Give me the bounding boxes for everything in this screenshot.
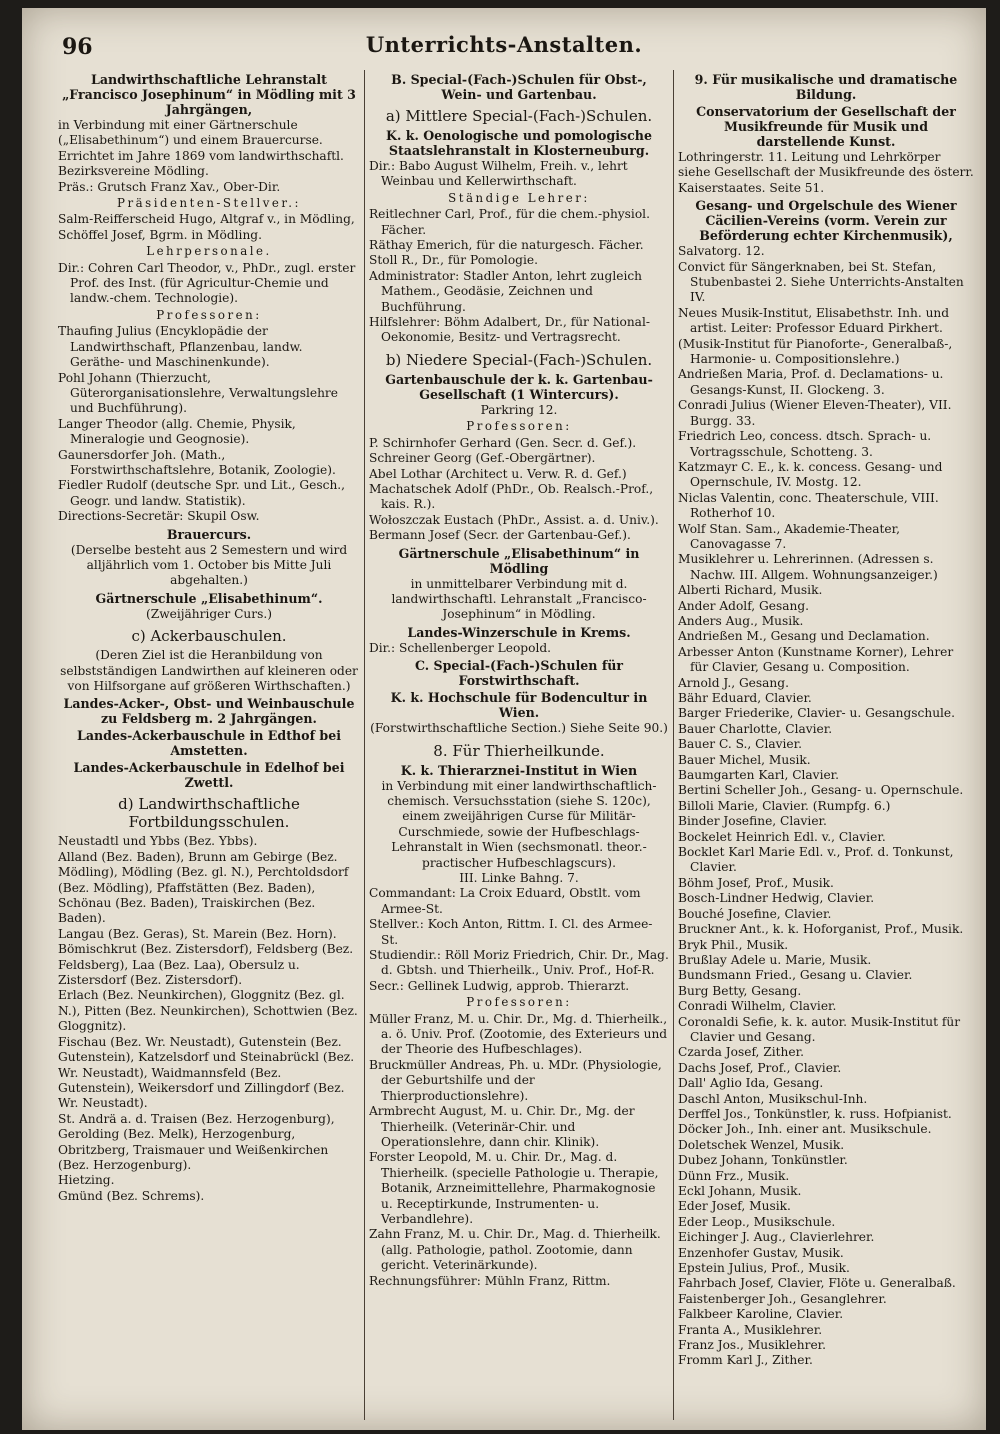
entry: Langer Theodor (allg. Chemie, Physik, Mineralogie und Geognosie). xyxy=(58,416,296,447)
entry: Bouché Josefine, Clavier. xyxy=(678,906,832,921)
entry: Epstein Julius, Prof., Musik. xyxy=(678,1261,850,1276)
paragraph: Erlach (Bez. Neunkirchen), Gloggnitz (Bez. gl. N.), Pitten (Bez. Neunkirchen), Schottwien (Bez. Gloggnitz). xyxy=(58,988,358,1034)
spaced-subheading: Professoren: xyxy=(466,995,572,1010)
section-heading: Gärtnerschule „Elisabethinum“ in Mödling xyxy=(398,545,640,576)
entry: Administrator: Stadler Anton, lehrt zugleich Mathem., Geodäsie, Zeichnen und Buchführung. xyxy=(369,268,643,314)
entry: Stellver.: Koch Anton, Rittm. I. Cl. des Armee-St. xyxy=(369,917,653,947)
entry: Bosch-Lindner Hedwig, Clavier. xyxy=(678,891,875,906)
entry: Baumgarten Karl, Clavier. xyxy=(678,768,840,783)
paragraph: Langau (Bez. Geras), St. Marein (Bez. Horn). xyxy=(58,926,337,941)
entry: Musiklehrer u. Lehrerinnen. (Adressen s. Nachw. III. Allgem. Wohnungsanzeiger.) xyxy=(678,552,938,582)
section-heading: Landes-Winzerschule in Krems. xyxy=(407,624,631,640)
centered-note: (Forstwirthschaftliche Section.) Siehe Seite 90.) xyxy=(370,721,668,736)
entry: Conradi Julius (Wiener Eleven-Theater), VII. Burgg. 33. xyxy=(678,398,952,428)
entry: Dubez Johann, Tonkünstler. xyxy=(678,1153,848,1168)
entry: Zahn Franz, M. u. Chir. Dr., Mag. d. Thierheilk. (allg. Pathologie, pathol. Zootomie, dann gericht. Veterinärkunde). xyxy=(369,1227,661,1273)
section-heading: C. Special-(Fach-)Schulen für Forstwirthschaft. xyxy=(414,658,624,689)
entry: Eder Leop., Musikschule. xyxy=(678,1214,836,1229)
section-heading: 9. Für musikalische und dramatische Bildung. xyxy=(694,72,958,102)
page-title: Unterrichts-Anstalten. xyxy=(365,32,643,57)
section-heading: Landes-Acker-, Obst- und Weinbauschule zu Feldsberg m. 2 Jahrgängen. xyxy=(63,696,355,727)
entry: Alberti Richard, Musik. xyxy=(678,583,823,598)
entry: Daschl Anton, Musikschul-Inh. xyxy=(678,1091,868,1106)
section-heading: K. k. Thierarznei-Institut in Wien xyxy=(400,762,638,778)
entry: Bruckner Ant., k. k. Hoforganist, Prof., Musik. xyxy=(678,922,964,937)
entry: Reitlechner Carl, Prof., für die chem.-physiol. Fächer. xyxy=(369,207,650,237)
entry: Doletschek Wenzel, Musik. xyxy=(678,1137,845,1152)
entry: Bermann Josef (Secr. der Gartenbau-Gef.). xyxy=(369,528,631,543)
section-heading: K. k. Hochschule für Bodencultur in Wien. xyxy=(390,690,648,721)
paragraph: in Verbindung mit einer Gärtnerschule („Elisabethinum“) und einem Brauercurse. Errichtet im Jahre 1869 vom landwirthschaftl. Bezirksvereine Mödling. xyxy=(58,118,344,179)
paragraph: Präs.: Grutsch Franz Xav., Ober-Dir. xyxy=(58,179,281,194)
column-divider xyxy=(673,70,674,1420)
subsection-heading: b) Niedere Special-(Fach-)Schulen. xyxy=(385,350,653,369)
entry: Katzmayr C. E., k. k. concess. Gesang- und Opernschule, IV. Mostg. 12. xyxy=(678,459,943,490)
entry: Bauer Charlotte, Clavier. xyxy=(678,721,833,736)
subsection-heading: c) Ackerbauschulen. xyxy=(131,627,287,646)
entry: Andrießen M., Gesang und Declamation. xyxy=(678,629,930,644)
entry: Arbesser Anton (Kunstname Korner), Lehrer für Clavier, Gesang u. Composition. xyxy=(678,644,954,675)
entry: Billoli Marie, Clavier. (Rumpfg. 6.) xyxy=(678,798,891,813)
entry: Forster Leopold, M. u. Chir. Dr., Mag. d. Thierheilk. (specielle Pathologie u. Therapie, Botanik, Arzneimittellehre, Pharmakognosie u. Receptirkunde, Instrumenten- u. Verbandlehre). xyxy=(369,1150,659,1226)
entry: (Musik-Institut für Pianoforte-, Generalbaß-, Harmonie- u. Compositionslehre.) xyxy=(678,336,953,367)
section-heading: K. k. Oenologische und pomologische Staatslehranstalt in Klosterneuburg. xyxy=(386,128,652,158)
centered-note: in Verbindung mit einer landwirthschaftlich-chemisch. Versuchsstation (siehe S. 120c), einem zweijährigen Curse für Militär-Curschmiede, sowie der Hufbeschlags-Lehranstalt in Wien (sechsmonatl. theor.-practischer Hufbeschlagscurs). xyxy=(381,778,657,870)
entry: Dir.: Cohren Carl Theodor, v., PhDr., zugl. erster Prof. des Inst. (für Agricultur-Chemie und landw.-chem. Technologie). xyxy=(58,260,356,306)
spaced-subheading: Lehrpersonale. xyxy=(146,244,272,259)
entry: Abel Lothar (Architect u. Verw. R. d. Gef.) xyxy=(369,466,627,481)
paragraph: Lothringerstr. 11. Leitung und Lehrkörper siehe Gesellschaft der Musikfreunde des österr. Kaiserstaates. Seite 51. xyxy=(678,150,974,195)
centered-note: (Deren Ziel ist die Heranbildung von selbstständigen Landwirthen auf kleineren oder von Hilfsorgane auf größeren Wirthschaften.) xyxy=(60,648,358,693)
entry: Ander Adolf, Gesang. xyxy=(678,598,810,613)
paragraph: Hietzing. xyxy=(58,1173,115,1188)
entry: Franta A., Musiklehrer. xyxy=(678,1322,823,1337)
entry: Czarda Josef, Zither. xyxy=(678,1045,804,1060)
entry: Dir.: Babo August Wilhelm, Freih. v., lehrt Weinbau und Kellerwirthschaft. xyxy=(369,159,628,189)
entry: Franz Jos., Musiklehrer. xyxy=(678,1338,827,1353)
entry: Bähr Eduard, Clavier. xyxy=(678,691,812,705)
entry: Dünn Frz., Musik. xyxy=(678,1168,790,1183)
entry: Bockelet Heinrich Edl. v., Clavier. xyxy=(678,829,886,844)
section-heading: Brauercurs. xyxy=(166,526,252,542)
subsection-heading: a) Mittlere Special-(Fach-)Schulen. xyxy=(385,107,653,125)
spaced-subheading: Professoren: xyxy=(156,307,262,322)
section-heading: Gesang- und Orgelschule des Wiener Cäcilien-Vereins (vorm. Verein zur Beförderung echter Kirchenmusik), xyxy=(695,198,957,244)
paragraph: Directions-Secretär: Skupil Osw. xyxy=(58,509,260,524)
entry: Böhm Josef, Prof., Musik. xyxy=(678,875,834,890)
entry: Bertini Scheller Joh., Gesang- u. Opernschule. xyxy=(678,783,964,798)
entry: Eichinger J. Aug., Clavierlehrer. xyxy=(678,1230,875,1245)
entry: Niclas Valentin, conc. Theaterschule, VIII. Rotherhof 10. xyxy=(678,490,939,521)
paragraph: Dir.: Schellenberger Leopold. xyxy=(369,640,552,655)
entry: Schöffel Josef, Bgrm. in Mödling. xyxy=(58,227,262,242)
entry: Salm-Reifferscheid Hugo, Altgraf v., in Mödling, xyxy=(58,212,355,227)
paragraph: Alland (Bez. Baden), Brunn am Gebirge (Bez. Mödling), Mödling (Bez. gl. N.), Perchtoldsdorf (Bez. Mödling), Pfaffstätten (Bez. Baden), Schönau (Bez. Baden), Traiskirchen (Bez. Baden). xyxy=(58,849,349,926)
entry: Eder Josef, Musik. xyxy=(678,1199,791,1214)
column-left xyxy=(58,70,360,1422)
paragraph: Neustadtl und Ybbs (Bez. Ybbs). xyxy=(58,834,258,849)
entry: Andrießen Maria, Prof. d. Declamations- u. Gesangs-Kunst, II. Glockeng. 3. xyxy=(678,367,944,397)
entry: Secr.: Gellinek Ludwig, approb. Thierarzt. xyxy=(369,978,630,993)
entry: Bundsmann Fried., Gesang u. Clavier. xyxy=(678,968,913,983)
entry: Neues Musik-Institut, Elisabethstr. Inh. und artist. Leiter: Professor Eduard Pirkhert. xyxy=(678,305,950,336)
entry: Friedrich Leo, concess. dtsch. Sprach- u. Vortragsschule, Schotteng. 3. xyxy=(678,429,932,459)
entry: Pohl Johann (Thierzucht, Güterorganisationslehre, Verwaltungslehre und Buchführung). xyxy=(58,370,338,416)
subsection-heading: d) Landwirthschaftliche Fortbildungsschulen. xyxy=(118,795,300,832)
entry: Thaufing Julius (Encyklopädie der Landwirthschaft, Pflanzenbau, landw. Geräthe- und Maschinenkunde). xyxy=(58,324,303,370)
entry: Eckl Johann, Musik. xyxy=(678,1184,802,1198)
entry: Dall' Aglio Ida, Gesang. xyxy=(678,1076,824,1091)
entry: Döcker Joh., Inh. einer ant. Musikschule. xyxy=(678,1122,932,1137)
page-number: 96 xyxy=(62,34,93,60)
entry: Burg Betty, Gesang. xyxy=(678,983,802,998)
paragraph: Gmünd (Bez. Schrems). xyxy=(58,1188,205,1203)
subsection-heading: 8. Für Thierheilkunde. xyxy=(433,741,605,760)
spaced-subheading: Professoren: xyxy=(466,419,572,434)
spaced-subheading: Ständige Lehrer: xyxy=(448,190,590,205)
centered-note: (Derselbe besteht aus 2 Semestern und wird alljährlich vom 1. October bis Mitte Juli abgehalten.) xyxy=(70,542,348,588)
entry: Hilfslehrer: Böhm Adalbert, Dr., für National-Oekonomie, Besitz- und Vertragsrecht. xyxy=(369,315,650,345)
entry: Schreiner Georg (Gef.-Obergärtner). xyxy=(369,451,596,466)
entry: Bocklet Karl Marie Edl. v., Prof. d. Tonkunst, Clavier. xyxy=(678,845,954,875)
entry: Fiedler Rudolf (deutsche Spr. und Lit., Gesch., Geogr. und landw. Statistik). xyxy=(58,478,346,508)
entry: Conradi Wilhelm, Clavier. xyxy=(678,999,837,1014)
entry: Barger Friederike, Clavier- u. Gesangschule. xyxy=(678,706,956,721)
entry: Armbrecht August, M. u. Chir. Dr., Mg. der Thierheilk. (Veterinär-Chir. und Operationslehre, dann chir. Klinik). xyxy=(369,1104,635,1149)
entry: Binder Josefine, Clavier. xyxy=(678,814,827,829)
centered-note: (Zweijähriger Curs.) xyxy=(146,606,272,621)
entry: Räthay Emerich, für die naturgesch. Fächer. xyxy=(369,238,644,253)
section-heading: Landes-Ackerbauschule in Edthof bei Amstetten. xyxy=(76,728,341,759)
section-heading: Landes-Ackerbauschule in Edelhof bei Zwettl. xyxy=(73,760,345,791)
spaced-subheading: Präsidenten-Stellver.: xyxy=(117,196,301,211)
paragraph: St. Andrä a. d. Traisen (Bez. Herzogenburg), Gerolding (Bez. Melk), Herzogenburg, Obritzberg, Traismauer und Weißenkirchen (Bez. Herzogenburg). xyxy=(58,1111,335,1172)
entry: P. Schirnhofer Gerhard (Gen. Secr. d. Gef.). xyxy=(369,435,637,450)
entry: Wołoszczak Eustach (PhDr., Assist. a. d. Univ.). xyxy=(369,512,659,527)
paragraph: Bömischkrut (Bez. Zistersdorf), Feldsberg (Bez. Feldsberg), Laa (Bez. Laa), Obersulz u. Zistersdorf (Bez. Zistersdorf). xyxy=(58,942,354,988)
entry: Dachs Josef, Prof., Clavier. xyxy=(678,1060,842,1075)
entry: Studiendir.: Röll Moriz Friedrich, Chir. Dr., Mag. d. Gbtsh. und Thierheilk., Univ. Prof., Hof-R. xyxy=(369,948,669,978)
entry: Bauer C. S., Clavier. xyxy=(678,737,803,752)
section-heading: Conservatorium der Gesellschaft der Musikfreunde für Musik und darstellende Kunst. xyxy=(696,104,956,149)
entry: Derffel Jos., Tonkünstler, k. russ. Hofpianist. xyxy=(678,1106,952,1121)
entry: Convict für Sängerknaben, bei St. Stefan, Stubenbastei 2. Siehe Unterrichts-Anstalten IV. xyxy=(678,259,964,305)
entry: Machatschek Adolf (PhDr., Ob. Realsch.-Prof., kais. R.). xyxy=(369,481,654,512)
paragraph: Salvatorg. 12. xyxy=(678,244,765,259)
column-divider xyxy=(364,70,365,1420)
entry: Bruckmüller Andreas, Ph. u. MDr. (Physiologie, der Geburtshilfe und der Thierproductionslehre). xyxy=(369,1057,662,1103)
entry: Arnold J., Gesang. xyxy=(678,675,789,690)
centered-note: in unmittelbarer Verbindung mit d. landwirthschaftl. Lehranstalt „Francisco-Josephinum“ in Mödling. xyxy=(391,576,647,622)
centered-note: Parkring 12. xyxy=(480,402,558,417)
entry: Brußlay Adele u. Marie, Musik. xyxy=(678,952,872,967)
centered-note: III. Linke Bahng. 7. xyxy=(459,871,579,885)
column-right xyxy=(678,70,974,1422)
entry: Enzenhofer Gustav, Musik. xyxy=(678,1245,844,1260)
entry: Bauer Michel, Musik. xyxy=(678,752,811,767)
section-heading: Gartenbauschule der k. k. Gartenbau-Gesellschaft (1 Wintercurs). xyxy=(385,371,653,402)
entry: Anders Aug., Musik. xyxy=(678,613,804,628)
entry: Commandant: La Croix Eduard, Obstlt. vom Armee-St. xyxy=(369,886,641,916)
entry: Stoll R., Dr., für Pomologie. xyxy=(369,253,538,268)
entry: Müller Franz, M. u. Chir. Dr., Mg. d. Thierheilk., a. ö. Univ. Prof. (Zootomie, des Exterieurs und der Theorie des Hufbeschlages). xyxy=(369,1011,668,1057)
entry: Faistenberger Joh., Gesanglehrer. xyxy=(678,1291,887,1306)
entry: Falkbeer Karoline, Clavier. xyxy=(678,1307,844,1322)
entry: Gaunersdorfer Joh. (Math., Forstwirthschaftslehre, Botanik, Zoologie). xyxy=(58,447,336,477)
section-heading: Landwirthschaftliche Lehranstalt „Francisco Josephinum“ in Mödling mit 3 Jahrgängen, xyxy=(62,72,356,117)
entry: Bryk Phil., Musik. xyxy=(678,937,789,952)
entry: Coronaldi Sefie, k. k. autor. Musik-Institut für Clavier und Gesang. xyxy=(678,1014,961,1044)
paragraph: Fischau (Bez. Wr. Neustadt), Gutenstein (Bez. Gutenstein), Katzelsdorf und Steinabrückl (Bez. Wr. Neustadt), Waidmannsfeld (Bez. Gutenstein), Weikersdorf und Zillingdorf (Bez. Wr. Neustadt). xyxy=(58,1034,355,1111)
entry: Rechnungsführer: Mühln Franz, Rittm. xyxy=(369,1273,611,1288)
section-heading: Gärtnerschule „Elisabethinum“. xyxy=(95,590,323,606)
entry: Fromm Karl J., Zither. xyxy=(678,1353,813,1368)
entry: Wolf Stan. Sam., Akademie-Theater, Canovagasse 7. xyxy=(678,521,900,551)
column-middle xyxy=(369,70,669,1422)
section-heading: B. Special-(Fach-)Schulen für Obst-, Wein- und Gartenbau. xyxy=(391,72,647,102)
entry: Fahrbach Josef, Clavier, Flöte u. Generalbaß. xyxy=(678,1276,956,1291)
scanned-page xyxy=(22,8,986,1430)
